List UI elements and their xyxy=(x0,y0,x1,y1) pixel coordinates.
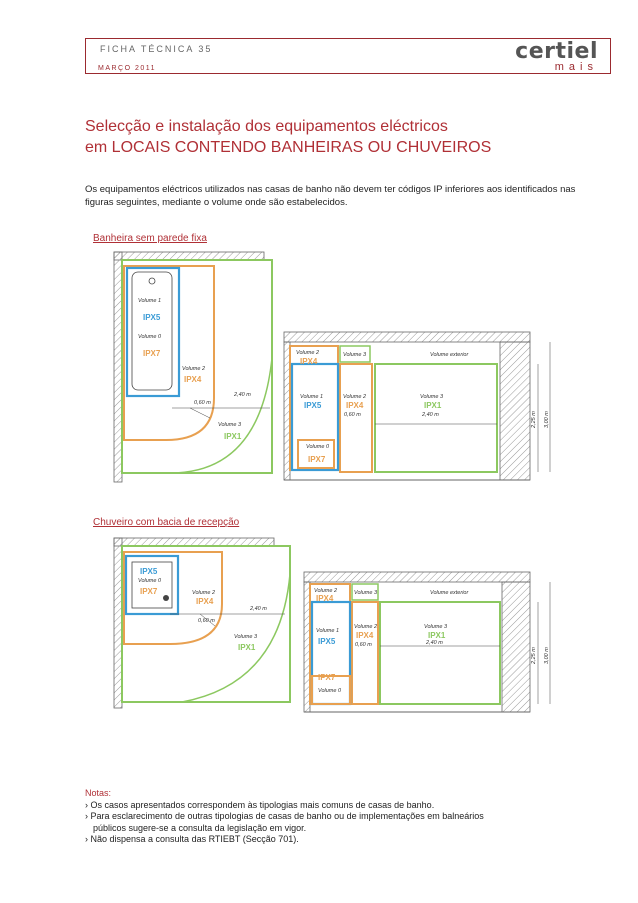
elev1-volume2-right xyxy=(340,364,372,472)
elev2-ipx5-label: IPX5 xyxy=(318,637,336,646)
plan2-ipx5-label: IPX5 xyxy=(140,567,158,576)
elev2-wall-right xyxy=(502,582,530,712)
elev2-dim-060: 0,60 m xyxy=(355,642,372,648)
note-item-1: › Os casos apresentados correspondem às tipologias mais comuns de casas de banho. xyxy=(85,799,435,810)
fiche-date: MARÇO 2011 xyxy=(98,65,157,72)
certiel-logo xyxy=(515,41,598,72)
elev2-dim-300: 3,00 m xyxy=(544,647,550,664)
elev1-dim-240: 2,40 m xyxy=(422,412,439,418)
elev1-vol3b-label: Volume 3 xyxy=(420,394,444,400)
plan2-ipx7-label: IPX7 xyxy=(140,587,158,596)
notes-title: Notas: xyxy=(85,788,112,798)
plan1-vol2-label: Volume 2 xyxy=(182,366,206,372)
plan1-dim-240: 2,40 m xyxy=(234,392,251,398)
plan1-vol0-label: Volume 0 xyxy=(138,334,162,340)
title-line-2: em LOCAIS CONTENDO BANHEIRAS OU CHUVEIROS xyxy=(85,139,492,156)
elev1-wall-right xyxy=(500,342,530,480)
plan2-dim-240: 2,40 m xyxy=(250,606,267,612)
elev2-vol-ext-label: Volume exterior xyxy=(430,590,469,596)
elev2-vol2-label: Volume 2 xyxy=(314,588,338,594)
shower-elevation-diagram xyxy=(300,568,560,718)
plan2-vol0-label: Volume 0 xyxy=(138,578,162,584)
section-1-heading: Banheira sem parede fixa xyxy=(93,233,207,244)
elev2-vol3a-label: Volume 3 xyxy=(354,590,378,596)
shower-plan-diagram xyxy=(110,534,300,714)
logo-sub-text: mais xyxy=(554,61,598,73)
plan1-volume1-outline xyxy=(127,268,179,396)
elev2-ipx4b-label: IPX4 xyxy=(356,631,374,640)
elev1-ipx5-label: IPX5 xyxy=(304,401,322,410)
note-item-2-cont: públicos sugere-se a consulta da legislação em vigor. xyxy=(93,822,307,833)
logo-main-text: certiel xyxy=(515,39,598,64)
plan2-ipx4-label: IPX4 xyxy=(196,597,214,606)
elev2-ipx4a-label: IPX4 xyxy=(316,594,334,603)
plan2-drain-icon xyxy=(163,595,169,601)
elev2-vol3b-label: Volume 3 xyxy=(424,624,448,630)
intro-paragraph: Os equipamentos eléctricos utilizados nas casas de banho não devem ter códigos IP inferiores aos identificados nas figuras seguintes, mediante o volume onde são estabelecidos. xyxy=(85,184,576,208)
elev1-ipx4a-label: IPX4 xyxy=(300,357,318,366)
elev2-vol0-label: Volume 0 xyxy=(318,688,342,694)
elev1-dim-225: 2,25 m xyxy=(531,411,537,428)
elev1-vol0-label: Volume 0 xyxy=(306,444,330,450)
plan1-volume2-outline xyxy=(124,266,214,440)
elev2-ipx7-label: IPX7 xyxy=(318,673,336,682)
plan1-drain-icon xyxy=(149,278,155,284)
elev2-volume3 xyxy=(380,602,500,704)
note-item-3: › Não dispensa a consulta das RTIEBT (Secção 701). xyxy=(85,834,299,844)
plan2-dim-060: 0,60 m xyxy=(198,618,215,624)
header-box xyxy=(85,38,611,74)
note-item-2: › Para esclarecimento de outras tipologias de casas de banho ou de implementações em balneários xyxy=(85,811,484,821)
elev1-dim-300: 3,00 m xyxy=(544,411,550,428)
plan2-vol2-label: Volume 2 xyxy=(192,590,216,596)
plan2-wall-left xyxy=(114,538,122,708)
elev1-vol-ext-label: Volume exterior xyxy=(430,352,469,358)
title-line-1: Selecção e instalação dos equipamentos eléctricos xyxy=(85,118,448,135)
elev1-ipx4b-label: IPX4 xyxy=(346,401,364,410)
plan1-ipx7-label: IPX7 xyxy=(143,349,161,358)
fiche-number: FICHA TÉCNICA 35 xyxy=(100,44,213,54)
plan2-wall-top xyxy=(114,538,274,546)
elev2-ipx1-label: IPX1 xyxy=(428,631,446,640)
elev1-volume3 xyxy=(375,364,497,472)
plan1-vol1-label: Volume 1 xyxy=(138,298,162,304)
elev2-dim-225: 2,25 m xyxy=(531,647,537,664)
bathtub-elevation-diagram xyxy=(280,328,560,488)
elev1-ipx1-label: IPX1 xyxy=(424,401,442,410)
page-title xyxy=(85,116,491,158)
elev2-vol2b-label: Volume 2 xyxy=(354,624,378,630)
plan1-wall-left xyxy=(114,252,122,482)
elev1-vol3a-label: Volume 3 xyxy=(343,352,367,358)
elev1-vol2-label: Volume 2 xyxy=(296,350,320,356)
elev1-ipx7-label: IPX7 xyxy=(308,455,326,464)
plan1-ipx5-label: IPX5 xyxy=(143,313,161,322)
plan1-wall-top xyxy=(114,252,264,260)
elev1-vol2b-label: Volume 2 xyxy=(343,394,367,400)
bathtub-plan-diagram xyxy=(110,248,280,488)
plan1-bathtub xyxy=(132,272,172,390)
elev1-ceiling xyxy=(284,332,530,342)
elev2-vol1-label: Volume 1 xyxy=(316,628,340,634)
notes-block xyxy=(85,788,585,846)
plan2-ipx1-label: IPX1 xyxy=(238,643,256,652)
elev1-vol1-label: Volume 1 xyxy=(300,394,324,400)
plan2-volume1-outline xyxy=(126,556,178,614)
elev2-dim-240: 2,40 m xyxy=(426,640,443,646)
plan1-vol3-label: Volume 3 xyxy=(218,422,242,428)
plan1-ipx1-label: IPX1 xyxy=(224,432,242,441)
elev2-volume2-right xyxy=(352,602,378,704)
section-2-heading: Chuveiro com bacia de recepção xyxy=(93,517,240,528)
plan2-vol3-label: Volume 3 xyxy=(234,634,258,640)
elev2-ceiling xyxy=(304,572,530,582)
plan1-ipx4-label: IPX4 xyxy=(184,375,202,384)
elev1-dim-060: 0,60 m xyxy=(344,412,361,418)
plan1-dim-060: 0,60 m xyxy=(194,400,211,406)
